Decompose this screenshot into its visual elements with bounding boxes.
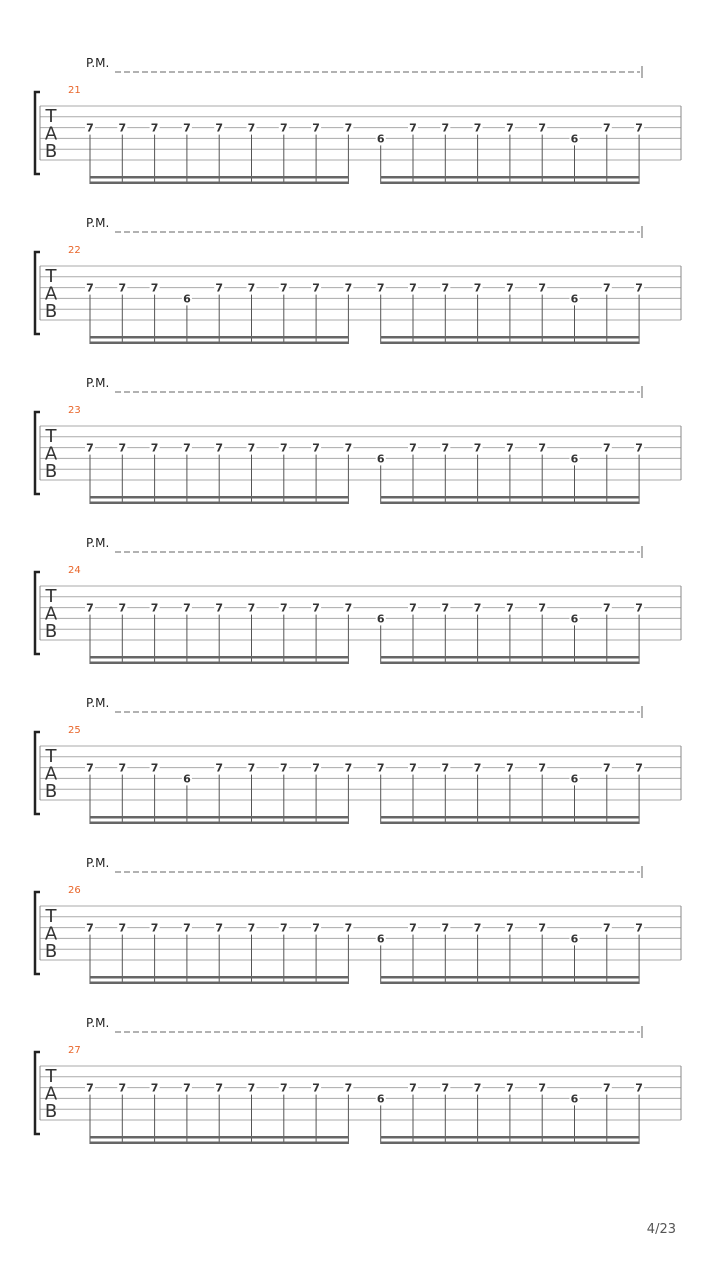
fret-number: 7 (312, 281, 320, 295)
fret-number: 7 (538, 281, 547, 295)
fret-number: 7 (409, 121, 417, 135)
fret-number: 7 (247, 281, 256, 295)
fret-number: 7 (215, 1081, 224, 1095)
fret-number: 7 (602, 1081, 611, 1095)
tab-system-26 (35, 856, 681, 984)
fret-number: 7 (279, 441, 288, 455)
tab-system-21 (35, 56, 681, 184)
tab-system-25 (35, 696, 681, 824)
fret-number: 7 (344, 761, 353, 775)
fret-number: 7 (344, 281, 353, 295)
beam (381, 1142, 639, 1145)
fret-number: 7 (506, 121, 514, 135)
fret-number: 6 (570, 772, 579, 786)
fret-number: 7 (118, 761, 127, 775)
fret-number: 7 (183, 601, 191, 615)
measure-number: 24 (68, 565, 81, 576)
measure-number: 27 (68, 1045, 81, 1056)
fret-number: 7 (473, 921, 482, 935)
beam (381, 822, 639, 825)
beam (381, 336, 639, 339)
fret-number: 7 (538, 921, 547, 935)
beam (90, 182, 348, 185)
beam (90, 976, 348, 979)
fret-number: 7 (312, 121, 320, 135)
fret-number: 7 (118, 1081, 127, 1095)
fret-number: 7 (473, 121, 482, 135)
fret-number: 6 (570, 132, 579, 146)
fret-number: 7 (118, 601, 127, 615)
fret-number: 7 (635, 1081, 643, 1095)
fret-number: 7 (183, 441, 191, 455)
system-bracket (35, 732, 40, 814)
fret-number: 6 (570, 612, 579, 626)
beam (381, 496, 639, 499)
tab-clef-letter: B (44, 461, 58, 482)
system-bracket (35, 1052, 40, 1134)
fret-number: 7 (247, 601, 256, 615)
fret-number: 7 (279, 921, 288, 935)
beam (90, 822, 348, 825)
tab-clef-letter: T (45, 586, 57, 607)
fret-number: 7 (247, 921, 256, 935)
fret-number: 7 (506, 281, 514, 295)
fret-number: 7 (602, 601, 611, 615)
fret-number: 7 (312, 761, 320, 775)
fret-number: 6 (570, 292, 579, 306)
tab-clef-letter: A (44, 123, 58, 145)
fret-number: 7 (279, 281, 288, 295)
fret-number: 7 (150, 281, 159, 295)
fret-number: 7 (215, 601, 224, 615)
beam (381, 1136, 639, 1139)
tab-clef-letter: T (45, 746, 57, 767)
system-bracket (35, 892, 40, 974)
fret-number: 6 (183, 292, 191, 306)
tab-system-23 (35, 376, 681, 504)
beam (381, 176, 639, 179)
fret-number: 7 (538, 441, 547, 455)
fret-number: 7 (312, 921, 320, 935)
tab-clef-letter: T (45, 266, 57, 287)
tab-clef-letter: A (44, 603, 58, 625)
fret-number: 7 (635, 761, 643, 775)
measure-number: 25 (68, 725, 81, 736)
palm-mute-label: P.M. (86, 856, 110, 870)
measure-number: 26 (68, 885, 81, 896)
tab-clef-letter: B (44, 621, 58, 642)
fret-number: 7 (247, 761, 256, 775)
fret-number: 7 (409, 441, 417, 455)
fret-number: 7 (215, 761, 224, 775)
fret-number: 7 (635, 601, 643, 615)
fret-number: 7 (473, 1081, 482, 1095)
beam (381, 982, 639, 985)
tab-clef-letter: A (44, 1083, 58, 1105)
fret-number: 7 (441, 121, 450, 135)
system-bracket (35, 252, 40, 334)
beam (90, 1136, 348, 1139)
fret-number: 7 (150, 921, 159, 935)
palm-mute-label: P.M. (86, 56, 110, 70)
fret-number: 7 (279, 1081, 288, 1095)
beam (90, 982, 348, 985)
fret-number: 7 (473, 601, 482, 615)
beam (90, 1142, 348, 1145)
tab-clef-letter: T (45, 906, 57, 927)
beam (381, 342, 639, 345)
fret-number: 7 (344, 1081, 353, 1095)
fret-number: 7 (312, 601, 320, 615)
fret-number: 6 (376, 1092, 385, 1106)
page-number: 4/23 (646, 1222, 676, 1237)
fret-number: 7 (247, 441, 256, 455)
fret-number: 7 (344, 601, 353, 615)
fret-number: 7 (86, 761, 94, 775)
fret-number: 7 (86, 921, 94, 935)
fret-number: 7 (473, 761, 482, 775)
beam (90, 336, 348, 339)
fret-number: 7 (409, 1081, 417, 1095)
fret-number: 6 (376, 452, 385, 466)
beam (381, 662, 639, 665)
tab-clef-letter: B (44, 301, 58, 322)
tab-system-24 (35, 536, 681, 664)
beam (90, 816, 348, 819)
fret-number: 7 (215, 441, 224, 455)
fret-number: 7 (538, 121, 547, 135)
tab-clef-letter: A (44, 763, 58, 785)
beam (381, 816, 639, 819)
beam (90, 342, 348, 345)
fret-number: 7 (602, 121, 611, 135)
fret-number: 7 (538, 601, 547, 615)
fret-number: 7 (635, 441, 643, 455)
fret-number: 7 (150, 1081, 159, 1095)
fret-number: 7 (312, 1081, 320, 1095)
fret-number: 7 (506, 441, 514, 455)
fret-number: 7 (538, 1081, 547, 1095)
tab-clef-letter: T (45, 106, 57, 127)
tab-system-27 (35, 1016, 681, 1144)
fret-number: 7 (86, 601, 94, 615)
fret-number: 7 (602, 281, 611, 295)
fret-number: 7 (376, 761, 385, 775)
beam (90, 176, 348, 179)
fret-number: 7 (635, 121, 643, 135)
fret-number: 7 (150, 441, 159, 455)
fret-number: 6 (376, 612, 385, 626)
fret-number: 7 (118, 921, 127, 935)
palm-mute-label: P.M. (86, 536, 110, 550)
system-bracket (35, 412, 40, 494)
tab-clef-letter: B (44, 941, 58, 962)
tab-clef-letter: B (44, 1101, 58, 1122)
tab-clef-letter: B (44, 141, 58, 162)
fret-number: 7 (441, 601, 450, 615)
fret-number: 7 (506, 1081, 514, 1095)
fret-number: 7 (86, 1081, 94, 1095)
fret-number: 7 (602, 761, 611, 775)
fret-number: 6 (183, 772, 191, 786)
fret-number: 7 (150, 121, 159, 135)
system-bracket (35, 92, 40, 174)
fret-number: 7 (183, 921, 191, 935)
fret-number: 7 (150, 601, 159, 615)
fret-number: 7 (86, 281, 94, 295)
beam (381, 182, 639, 185)
fret-number: 7 (279, 121, 288, 135)
fret-number: 7 (118, 281, 127, 295)
fret-number: 6 (376, 132, 385, 146)
tab-clef-letter: T (45, 1066, 57, 1087)
fret-number: 7 (344, 121, 353, 135)
fret-number: 7 (441, 441, 450, 455)
fret-number: 7 (312, 441, 320, 455)
tab-clef-letter: A (44, 443, 58, 465)
fret-number: 7 (247, 1081, 256, 1095)
tab-clef-letter: A (44, 923, 58, 945)
palm-mute-label: P.M. (86, 696, 110, 710)
palm-mute-label: P.M. (86, 216, 110, 230)
fret-number: 7 (441, 761, 450, 775)
palm-mute-label: P.M. (86, 376, 110, 390)
fret-number: 7 (215, 921, 224, 935)
measure-number: 23 (68, 405, 81, 416)
fret-number: 6 (376, 932, 385, 946)
beam (90, 656, 348, 659)
fret-number: 7 (409, 281, 417, 295)
fret-number: 7 (538, 761, 547, 775)
fret-number: 7 (183, 121, 191, 135)
fret-number: 7 (473, 441, 482, 455)
fret-number: 7 (376, 281, 385, 295)
fret-number: 7 (441, 1081, 450, 1095)
beam (90, 502, 348, 505)
fret-number: 7 (279, 601, 288, 615)
fret-number: 7 (409, 921, 417, 935)
tab-clef-letter: B (44, 781, 58, 802)
measure-number: 22 (68, 245, 81, 256)
fret-number: 6 (570, 452, 579, 466)
fret-number: 7 (279, 761, 288, 775)
fret-number: 7 (602, 921, 611, 935)
fret-number: 6 (570, 932, 579, 946)
fret-number: 7 (441, 921, 450, 935)
fret-number: 7 (506, 601, 514, 615)
fret-number: 7 (602, 441, 611, 455)
fret-number: 7 (118, 441, 127, 455)
system-bracket (35, 572, 40, 654)
palm-mute-label: P.M. (86, 1016, 110, 1030)
fret-number: 7 (409, 761, 417, 775)
fret-number: 7 (635, 921, 643, 935)
fret-number: 7 (150, 761, 159, 775)
beam (90, 496, 348, 499)
tab-clef-letter: A (44, 283, 58, 305)
fret-number: 7 (183, 1081, 191, 1095)
fret-number: 7 (344, 441, 353, 455)
fret-number: 7 (344, 921, 353, 935)
tab-clef-letter: T (45, 426, 57, 447)
tab-system-22 (35, 216, 681, 344)
fret-number: 7 (86, 121, 94, 135)
fret-number: 7 (215, 281, 224, 295)
beam (381, 976, 639, 979)
beam (381, 656, 639, 659)
fret-number: 6 (570, 1092, 579, 1106)
beam (381, 502, 639, 505)
fret-number: 7 (635, 281, 643, 295)
fret-number: 7 (86, 441, 94, 455)
fret-number: 7 (441, 281, 450, 295)
fret-number: 7 (247, 121, 256, 135)
fret-number: 7 (118, 121, 127, 135)
beam (90, 662, 348, 665)
fret-number: 7 (506, 761, 514, 775)
fret-number: 7 (473, 281, 482, 295)
fret-number: 7 (409, 601, 417, 615)
fret-number: 7 (506, 921, 514, 935)
fret-number: 7 (215, 121, 224, 135)
measure-number: 21 (68, 85, 81, 96)
